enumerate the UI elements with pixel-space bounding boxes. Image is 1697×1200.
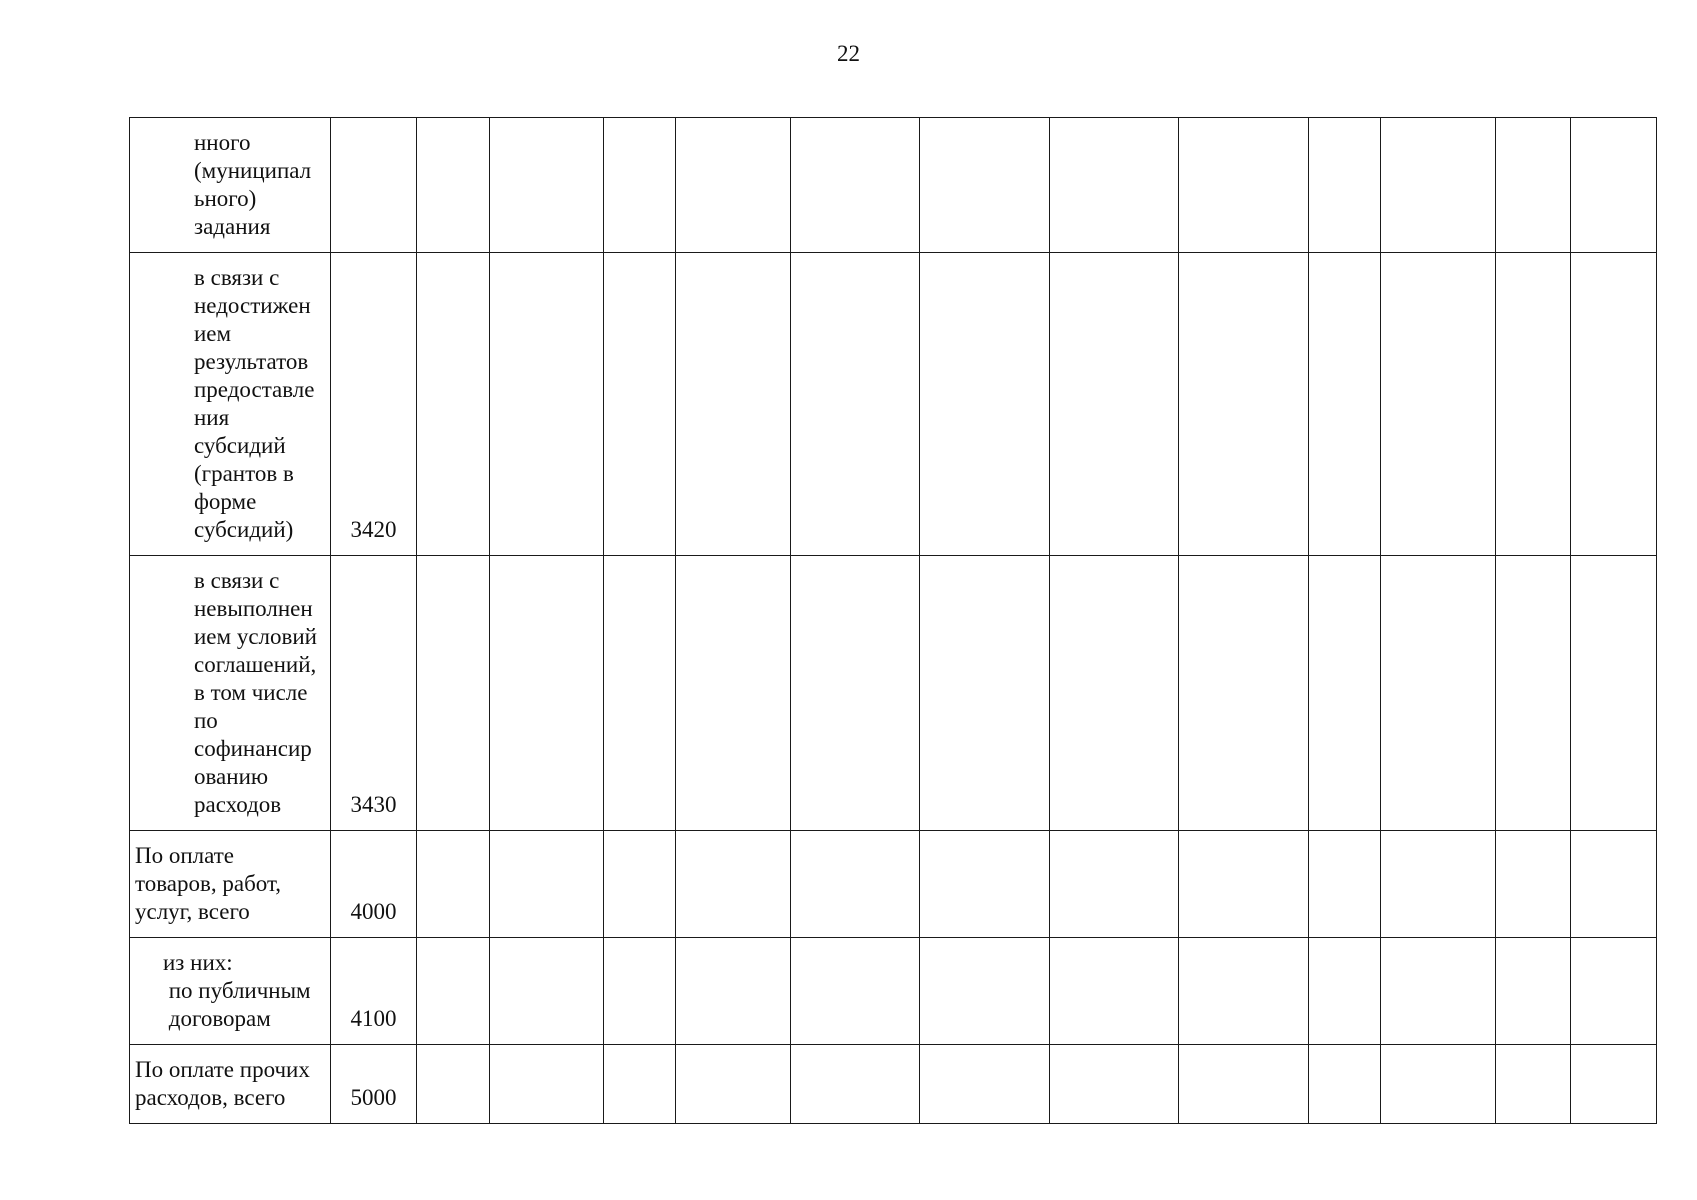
empty-cell xyxy=(920,556,1050,831)
empty-cell xyxy=(417,831,490,938)
empty-cell xyxy=(1309,1045,1381,1124)
empty-cell xyxy=(1496,938,1571,1045)
empty-cell xyxy=(1571,118,1657,253)
empty-cell xyxy=(1050,118,1179,253)
empty-cell xyxy=(417,556,490,831)
empty-cell xyxy=(791,118,920,253)
page-number: 22 xyxy=(837,41,860,66)
empty-cell xyxy=(1571,831,1657,938)
empty-cell xyxy=(676,831,791,938)
empty-cell xyxy=(1381,1045,1496,1124)
empty-cell xyxy=(1496,1045,1571,1124)
empty-cell xyxy=(676,938,791,1045)
row-code xyxy=(331,118,417,253)
empty-cell xyxy=(1309,556,1381,831)
table-row xyxy=(130,253,1657,556)
empty-cell xyxy=(490,938,604,1045)
row-label: в связи с невыполнен ием условий соглашений, в том числе по софинансир ованию расходов xyxy=(130,556,331,831)
empty-cell xyxy=(1381,938,1496,1045)
empty-cell xyxy=(490,118,604,253)
empty-cell xyxy=(490,253,604,556)
empty-cell xyxy=(490,1045,604,1124)
empty-cell xyxy=(1571,938,1657,1045)
empty-cell xyxy=(1179,556,1309,831)
empty-cell xyxy=(604,1045,676,1124)
empty-cell xyxy=(1571,253,1657,556)
empty-cell xyxy=(791,1045,920,1124)
empty-cell xyxy=(1381,253,1496,556)
row-label: в связи с недостижен ием результатов предоставле ния субсидий (грантов в форме субсидий) xyxy=(130,253,331,556)
row-label: из них: по публичным договорам xyxy=(130,938,331,1045)
table-row xyxy=(130,118,1657,253)
empty-cell xyxy=(676,253,791,556)
empty-cell xyxy=(490,556,604,831)
row-label: По оплате товаров, работ, услуг, всего xyxy=(130,831,331,938)
row-code: 3430 xyxy=(331,556,417,831)
empty-cell xyxy=(604,253,676,556)
row-label: нного (муниципал ьного) задания xyxy=(130,118,331,253)
table-row xyxy=(130,1045,1657,1124)
empty-cell xyxy=(791,831,920,938)
report-table xyxy=(129,117,1657,1124)
empty-cell xyxy=(1381,556,1496,831)
row-code: 4000 xyxy=(331,831,417,938)
empty-cell xyxy=(1309,253,1381,556)
row-code: 5000 xyxy=(331,1045,417,1124)
empty-cell xyxy=(604,118,676,253)
empty-cell xyxy=(920,938,1050,1045)
empty-cell xyxy=(1309,938,1381,1045)
empty-cell xyxy=(1381,118,1496,253)
empty-cell xyxy=(791,938,920,1045)
empty-cell xyxy=(1179,253,1309,556)
empty-cell xyxy=(417,1045,490,1124)
empty-cell xyxy=(1309,831,1381,938)
empty-cell xyxy=(1496,556,1571,831)
empty-cell xyxy=(1571,1045,1657,1124)
empty-cell xyxy=(604,938,676,1045)
empty-cell xyxy=(791,556,920,831)
table-row xyxy=(130,938,1657,1045)
empty-cell xyxy=(490,831,604,938)
empty-cell xyxy=(1050,831,1179,938)
empty-cell xyxy=(417,938,490,1045)
empty-cell xyxy=(604,831,676,938)
empty-cell xyxy=(1496,253,1571,556)
empty-cell xyxy=(1179,831,1309,938)
empty-cell xyxy=(1309,118,1381,253)
empty-cell xyxy=(1496,118,1571,253)
empty-cell xyxy=(1179,938,1309,1045)
row-label: По оплате прочих расходов, всего xyxy=(130,1045,331,1124)
empty-cell xyxy=(676,118,791,253)
row-code: 4100 xyxy=(331,938,417,1045)
empty-cell xyxy=(920,1045,1050,1124)
row-code: 3420 xyxy=(331,253,417,556)
empty-cell xyxy=(1179,1045,1309,1124)
empty-cell xyxy=(1571,556,1657,831)
empty-cell xyxy=(676,1045,791,1124)
empty-cell xyxy=(920,118,1050,253)
empty-cell xyxy=(604,556,676,831)
empty-cell xyxy=(1050,556,1179,831)
empty-cell xyxy=(1050,1045,1179,1124)
empty-cell xyxy=(1179,118,1309,253)
empty-cell xyxy=(676,556,791,831)
empty-cell xyxy=(1050,253,1179,556)
empty-cell xyxy=(920,253,1050,556)
empty-cell xyxy=(417,118,490,253)
empty-cell xyxy=(1496,831,1571,938)
empty-cell xyxy=(1381,831,1496,938)
empty-cell xyxy=(1050,938,1179,1045)
empty-cell xyxy=(791,253,920,556)
table-row xyxy=(130,556,1657,831)
empty-cell xyxy=(920,831,1050,938)
table-row xyxy=(130,831,1657,938)
empty-cell xyxy=(417,253,490,556)
